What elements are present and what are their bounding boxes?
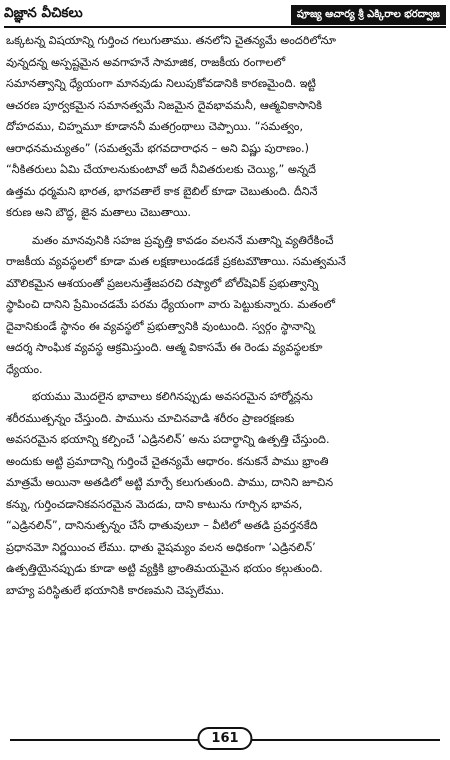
- author-name: పూజ్య ఆచార్య శ్రీ ఎక్కిరాల భరద్వాజ: [291, 5, 446, 25]
- text-line: రాజకీయ వ్యవస్థలలో కూడా మత లక్షణాలుండడకే ప్రకటమౌతాయి. సమత్వమనే: [6, 255, 346, 268]
- text-line: ఆదర్శ సాంఘిక వ్యవస్థ ఆక్రమిస్తుంది. ఆత్మ వికాసమే ఈ రెండు వ్యవస్థలకూ: [6, 341, 323, 354]
- running-header: [4, 2, 446, 28]
- text-line: అవసరమైన భయాన్ని కల్పించే ‘ఎడ్రినలిన్’ అను పదార్థాన్ని ఉత్పత్తి చేస్తుంది.: [6, 433, 330, 446]
- text-line: అందుకు అట్టి ప్రమాదాన్ని గుర్తించే చైతన్యమే ఆధారం. కనుకనే పాము భ్రాంతి: [6, 454, 329, 468]
- paragraph: [6, 230, 444, 381]
- text-line: కన్ను, గుర్తించడానికవసరమైన మెదడు, దాని కాటును గూర్చిన భావన,: [6, 497, 303, 511]
- text-line: సమానత్వాన్ని ధ్యేయంగా మానవుడు నిలుపుకోవడానికి కారణమైంది. ఇట్టి: [6, 77, 316, 90]
- text-line: ఉత్పత్తియైనప్పుడు కూడా అట్టి వ్యక్తికి భ్రాంతిమయమైన భయం కల్గుతుంది.: [6, 562, 323, 575]
- text-line: “నీకితరులు ఏమి చేయాలనుకుంటావో అదే నీవితరులకు చెయ్యి,” అన్నదే: [6, 163, 316, 176]
- text-line: ఉత్తమ ధర్మమని భారత, భాగవతాలే కాక బైబిల్ కూడా చెబుతుంది. దీనినే: [6, 184, 318, 198]
- text-line: ప్రధానమో నిర్ణయించ లేము. ధాతు వైషమ్యం వలన అధికంగా ‘ఎడ్రినలిన్’: [6, 540, 316, 554]
- text-line: ఆరాధనమచ్యుతం” (సమత్వమే భగవదారాధన – అని విష్ణు పురాణం.): [6, 141, 309, 155]
- text-line: మాత్రమే అయినా అతడిలో అట్టి మార్పే కలుగుతుంది. పాము, దానిని జూచిన: [6, 476, 334, 489]
- book-title: విజ్ఞాన వీచికలు: [4, 5, 83, 21]
- text-line: దోహదము, చిహ్నమూ కూడాననీ మతగ్రంథాలు చెప్పాయి. “సమత్వం,: [6, 120, 304, 133]
- page-number: 161: [197, 727, 252, 750]
- text-line: ఒక్కటన్న విషయాన్ని గుర్తించ గలుగుతాము. తనలోని చైతన్యమే అందరిలోనూ: [6, 34, 337, 47]
- paragraph: [6, 30, 444, 224]
- text-line: స్థాపించి దానిని ప్రేమించడమే పరమ ధ్యేయంగా వారు పెట్టుకున్నారు. మతంలో: [6, 298, 335, 311]
- text-line: శరీరముత్పన్నం చేస్తుంది. పామును చూచినవాడి శరీరం ప్రాణరక్షణకు: [6, 411, 295, 425]
- text-line: దైవానికుండే స్థానం ఈ వ్యవస్థలో ప్రభుత్వానికి వుంటుంది. స్వర్గం స్థానాన్ని: [6, 319, 315, 333]
- text-line: “ఎడ్రినలిన్”, దానినుత్పన్నం చేసే ధాతువులూ – వీటిలో అతడి ప్రవర్తనకేది: [6, 519, 318, 532]
- paragraph: [6, 386, 444, 601]
- page-body: [6, 30, 444, 714]
- text-line: భయము మొదలైన భావాలు కలిగినప్పుడు అవసరమైన హార్మోన్లను: [32, 390, 313, 403]
- text-line: కరుణ అని బౌద్ధ, జైన మతాలు చెబుతాయి.: [6, 206, 191, 219]
- text-line: వున్నదన్న అస్పష్టమైన అవగాహనే సామాజిక, రాజకీయ రంగాలలో: [6, 55, 286, 69]
- page-footer: [0, 716, 450, 760]
- text-line: మతం మానవునికి సహజ ప్రవృత్తి కావడం వలననే మతాన్ని వ్యతిరేకించే: [32, 233, 334, 247]
- text-line: ఆచరణ పూర్వకమైన సమానత్వమే నిజమైన దైవభావమనీ, ఆత్మవికాసానికి: [6, 98, 322, 112]
- text-line: బాహ్య పరిస్థితులే భయానికి కారణమని చెప్పలేము.: [6, 583, 225, 597]
- text-line: మౌలికమైన ఆశయంతో ప్రజలనుత్తేజపరచి రష్యాలో బోల్‌షెవిక్ ప్రభుత్వాన్ని: [6, 276, 319, 290]
- text-line: ధ్యేయం.: [6, 362, 43, 376]
